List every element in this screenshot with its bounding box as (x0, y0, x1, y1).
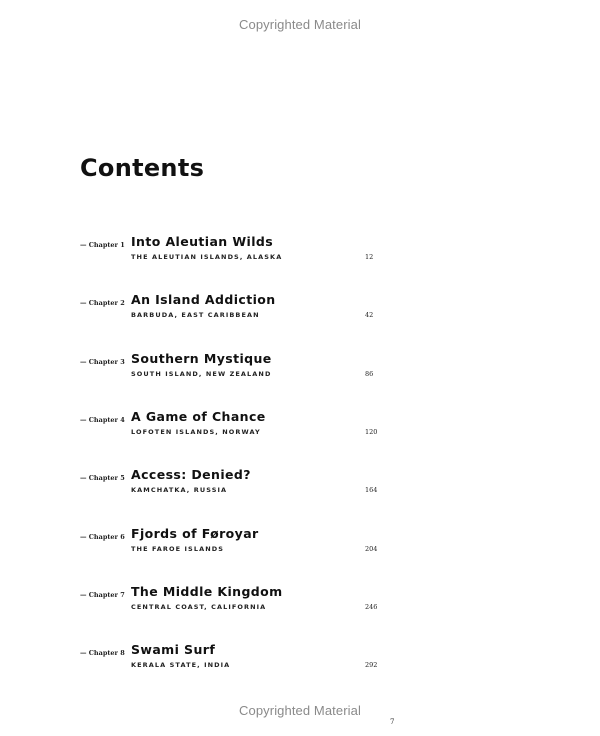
toc-entry-chapter-4[interactable] (0, 410, 600, 450)
chapter-page-number: 204 (365, 545, 378, 553)
watermark-bottom: Copyrighted Material (239, 703, 361, 718)
chapter-page-number: 120 (365, 428, 378, 436)
toc-entry-chapter-1[interactable] (0, 235, 600, 275)
watermark-top: Copyrighted Material (239, 17, 361, 32)
chapter-location: THE FAROE ISLANDS (131, 545, 225, 553)
chapter-title: The Middle Kingdom (131, 584, 283, 599)
chapter-title: A Game of Chance (131, 409, 266, 424)
toc-entry-chapter-3[interactable] (0, 352, 600, 392)
toc-entry-chapter-2[interactable] (0, 293, 600, 333)
chapter-location: KERALA STATE, INDIA (131, 661, 231, 669)
chapter-label: — Chapter 1 (80, 241, 125, 249)
chapter-title: Swami Surf (131, 642, 216, 657)
chapter-page-number: 86 (365, 370, 374, 378)
chapter-location: LOFOTEN ISLANDS, NORWAY (131, 428, 261, 436)
chapter-title: Southern Mystique (131, 351, 272, 366)
page-title: Contents (80, 154, 205, 182)
chapter-page-number: 42 (365, 311, 374, 319)
chapter-page-number: 164 (365, 486, 378, 494)
toc-entry-chapter-8[interactable] (0, 643, 600, 683)
chapter-page-number: 292 (365, 661, 378, 669)
chapter-label: — Chapter 2 (80, 299, 125, 307)
chapter-label: — Chapter 6 (80, 533, 125, 541)
chapter-title: An Island Addiction (131, 292, 276, 307)
chapter-label: — Chapter 7 (80, 591, 125, 599)
chapter-location: SOUTH ISLAND, NEW ZEALAND (131, 370, 272, 378)
chapter-location: BARBUDA, EAST CARIBBEAN (131, 311, 260, 319)
chapter-location: THE ALEUTIAN ISLANDS, ALASKA (131, 253, 283, 261)
chapter-page-number: 12 (365, 253, 374, 261)
chapter-label: — Chapter 5 (80, 474, 125, 482)
page-number: 7 (390, 718, 395, 726)
chapter-location: CENTRAL COAST, CALIFORNIA (131, 603, 267, 611)
toc-entry-chapter-5[interactable] (0, 468, 600, 508)
chapter-location: KAMCHATKA, RUSSIA (131, 486, 228, 494)
chapter-title: Fjords of Føroyar (131, 526, 259, 541)
chapter-label: — Chapter 3 (80, 358, 125, 366)
chapter-label: — Chapter 8 (80, 649, 125, 657)
chapter-page-number: 246 (365, 603, 378, 611)
toc-entry-chapter-6[interactable] (0, 527, 600, 567)
toc-entry-chapter-7[interactable] (0, 585, 600, 625)
chapter-label: — Chapter 4 (80, 416, 125, 424)
chapter-title: Into Aleutian Wilds (131, 234, 274, 249)
chapter-title: Access: Denied? (131, 467, 251, 482)
